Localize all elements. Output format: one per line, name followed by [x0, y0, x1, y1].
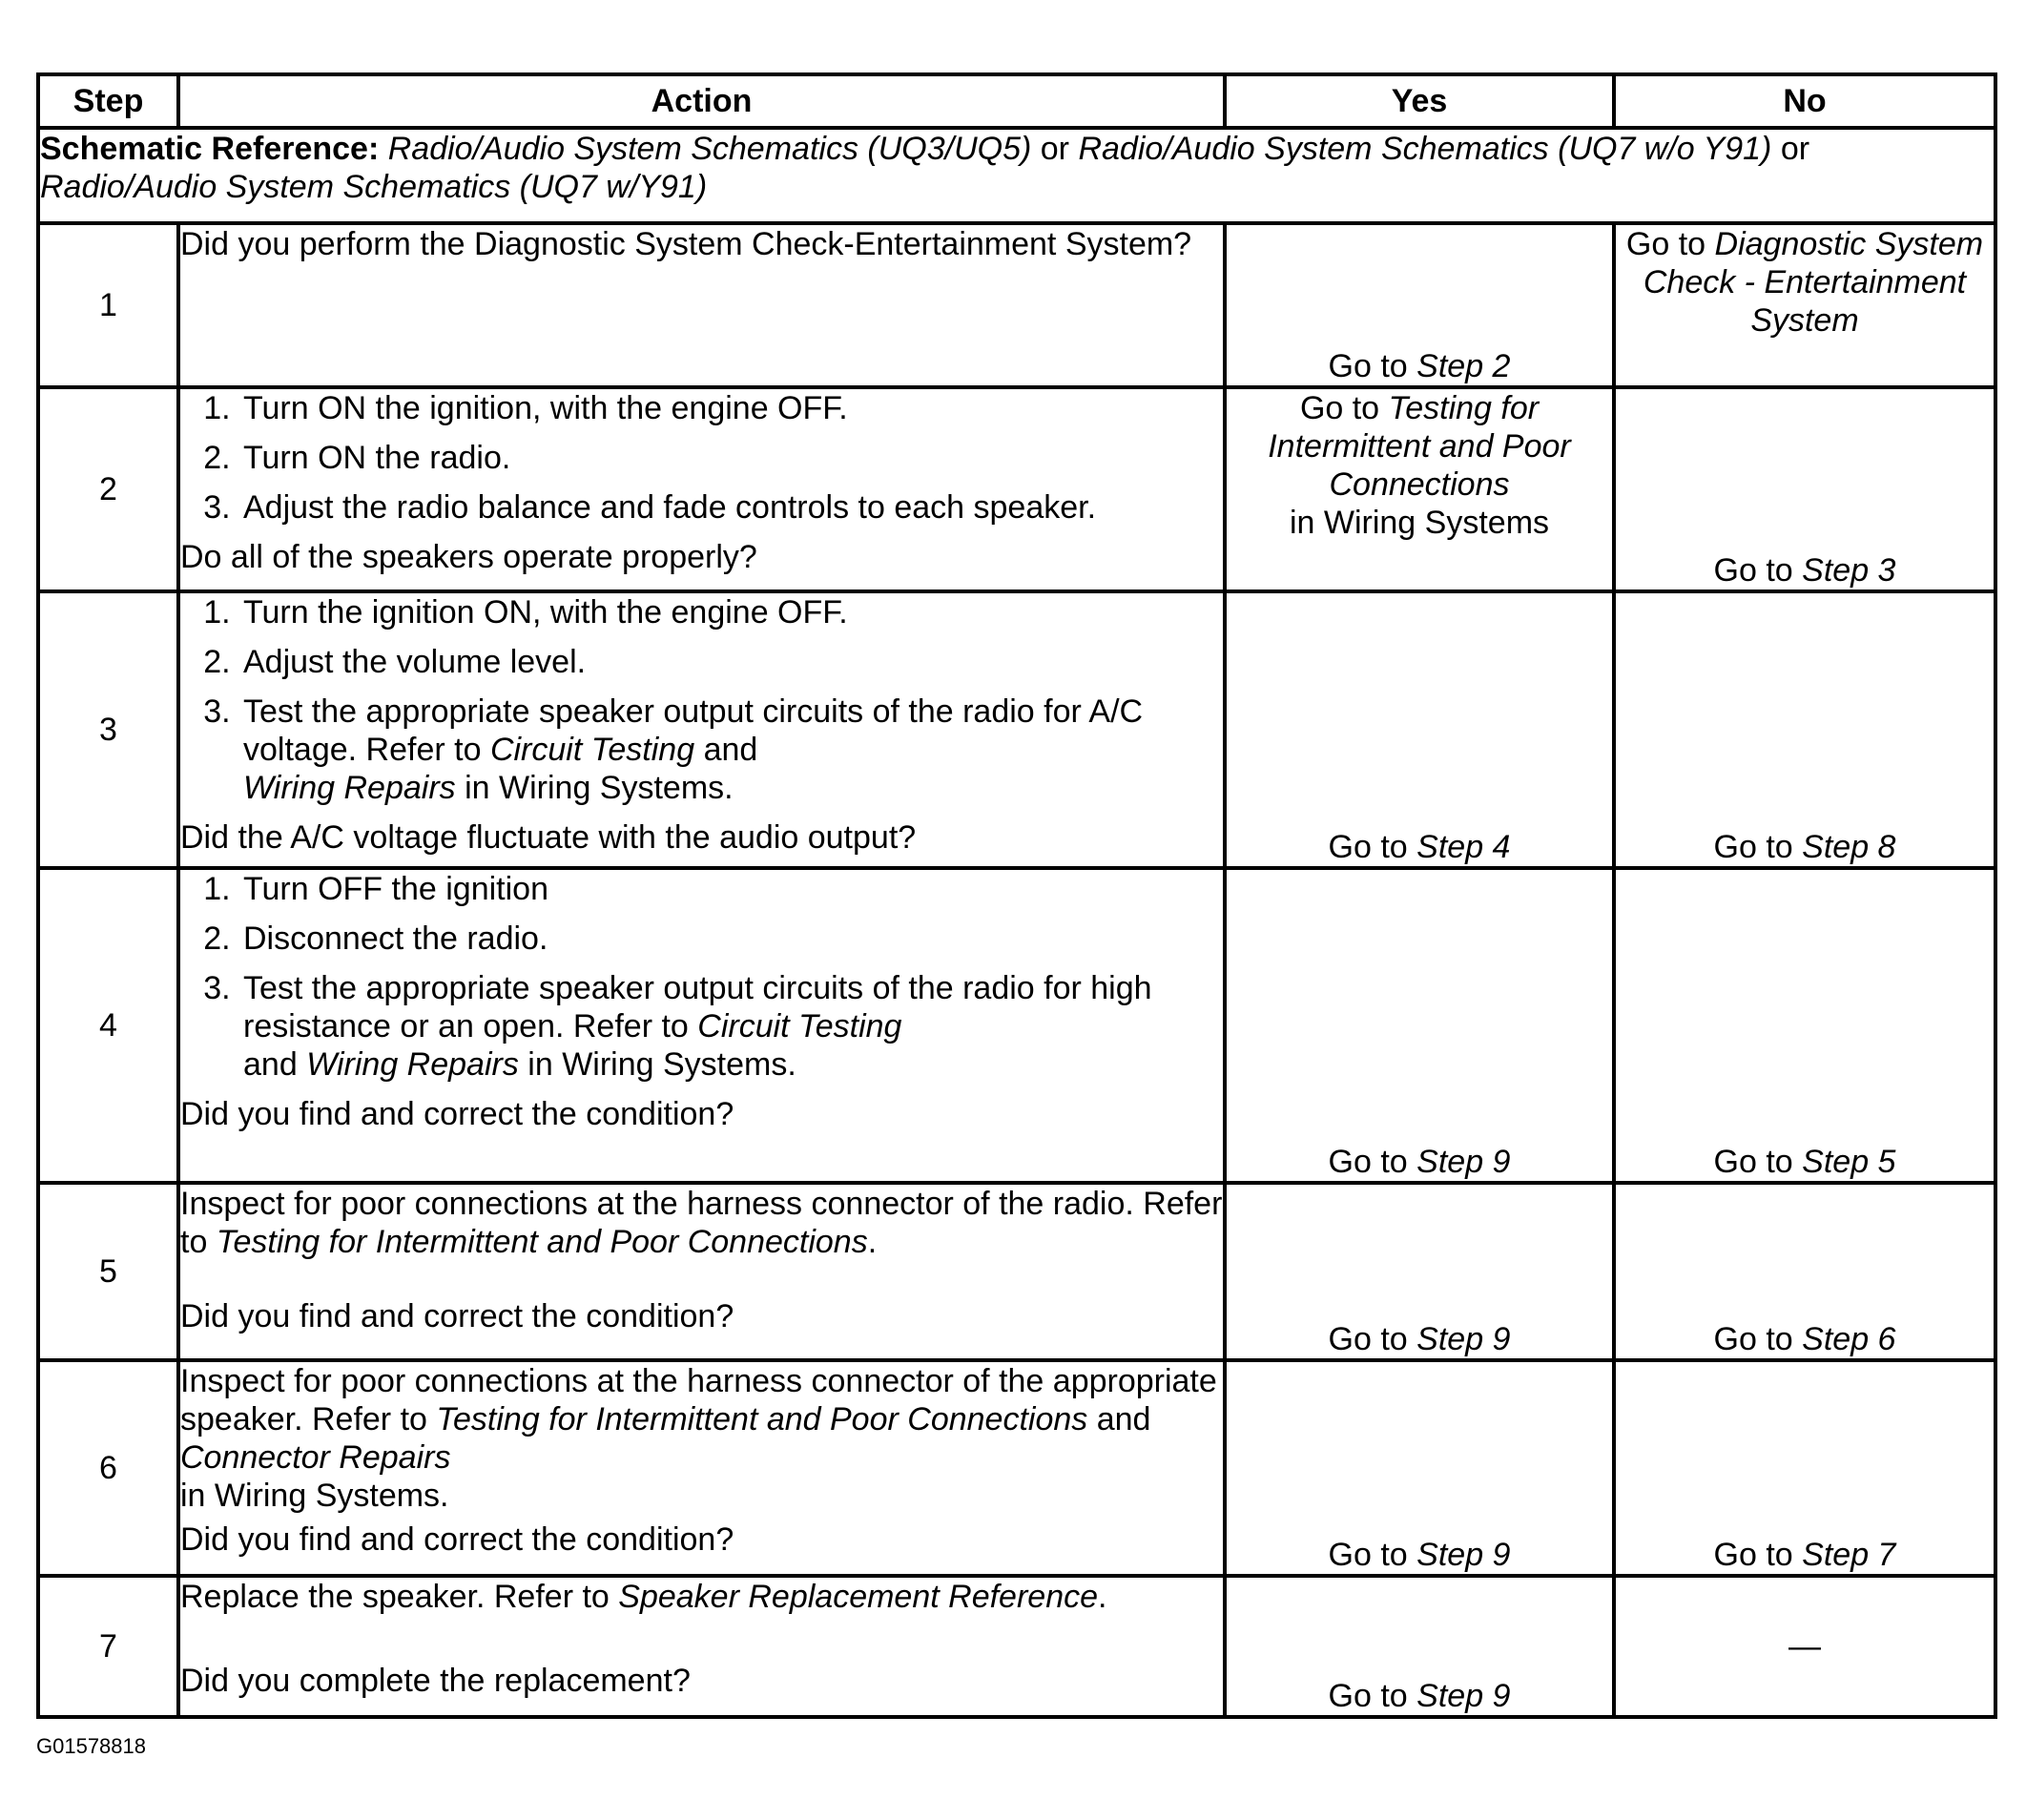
yes-link[interactable]: Step 9: [1416, 1537, 1511, 1573]
goto-text: Go to: [1713, 1537, 1793, 1573]
step-text: Replace the speaker. Refer to: [180, 1579, 610, 1615]
table-row: [38, 1183, 1995, 1360]
goto-text: Go to: [1328, 1321, 1408, 1357]
action-question: Did you find and correct the condition?: [180, 1521, 734, 1558]
action-steps: [180, 593, 1223, 807]
goto-text: Go to: [1713, 1321, 1793, 1357]
wiring-repairs-link[interactable]: Wiring Repairs: [243, 770, 456, 806]
step-text: Inspect for poor connections at the harness connector of the radio. Refer to: [180, 1186, 1223, 1260]
no-link[interactable]: Diagnostic System Check - Entertainment System: [1643, 226, 1984, 339]
no-link[interactable]: Step 8: [1802, 829, 1896, 865]
header-step: Step: [38, 74, 178, 128]
yes-cell: [1225, 387, 1614, 591]
yes-cell: [1225, 591, 1614, 868]
step-text: and: [703, 732, 758, 768]
action-question: Did the A/C voltage fluctuate with the audio output?: [180, 819, 917, 856]
header-action: Action: [178, 74, 1225, 128]
action-cell: [178, 223, 1225, 387]
no-dash: —: [1788, 1628, 1821, 1665]
no-link[interactable]: Step 5: [1802, 1144, 1896, 1180]
no-cell: [1614, 1183, 1995, 1360]
speaker-replacement-link[interactable]: Speaker Replacement Reference: [618, 1579, 1099, 1615]
table-row: [38, 223, 1995, 387]
figure-id: G01578818: [36, 1734, 146, 1758]
schematic-link-uq7-w-y91[interactable]: Radio/Audio System Schematics (UQ7 w/Y91): [40, 169, 708, 205]
table-row: [38, 591, 1995, 868]
testing-intermittent-link[interactable]: Testing for Intermittent and Poor Connections: [436, 1401, 1088, 1437]
no-link[interactable]: Step 7: [1802, 1537, 1896, 1573]
step-number: 3: [38, 591, 178, 868]
goto-text: Go to: [1713, 1144, 1793, 1180]
yes-link[interactable]: Step 9: [1416, 1144, 1511, 1180]
header-yes: Yes: [1225, 74, 1614, 128]
action-cell: [178, 1183, 1225, 1360]
step-text: and: [1096, 1401, 1151, 1437]
step-text: in Wiring Systems.: [180, 1478, 449, 1514]
schematic-reference: [38, 128, 1995, 223]
header-row: [38, 74, 1995, 128]
schematic-link-uq3-uq5[interactable]: Radio/Audio System Schematics (UQ3/UQ5): [387, 131, 1032, 167]
goto-text: Go to: [1328, 1678, 1408, 1714]
step-text: and: [243, 1046, 298, 1083]
circuit-testing-link[interactable]: Circuit Testing: [697, 1008, 902, 1044]
goto-text: Go to: [1713, 829, 1793, 865]
step-text: Test the appropriate speaker output circuits of the radio for A/C voltage. Refer to: [243, 693, 1144, 768]
no-link[interactable]: Step 6: [1802, 1321, 1896, 1357]
yes-cell: [1225, 223, 1614, 387]
action-question: Did you complete the replacement?: [180, 1663, 691, 1699]
goto-text: Go to: [1328, 1144, 1408, 1180]
diagnostic-table: [36, 72, 1997, 1719]
action-cell: [178, 387, 1225, 591]
schematic-reference-row: [38, 128, 1995, 223]
no-cell: [1614, 1576, 1995, 1717]
action-question: Did you find and correct the condition?: [180, 1096, 734, 1132]
yes-link[interactable]: Step 9: [1416, 1678, 1511, 1714]
action-steps: [180, 389, 1223, 527]
table-row: [38, 1576, 1995, 1717]
step-text: in Wiring Systems.: [527, 1046, 796, 1083]
action-cell: [178, 868, 1225, 1183]
yes-link[interactable]: Step 9: [1416, 1321, 1511, 1357]
yes-cell: [1225, 868, 1614, 1183]
goto-text: Go to: [1299, 390, 1380, 426]
yes-cell: [1225, 1576, 1614, 1717]
step-number: 5: [38, 1183, 178, 1360]
step-number: 6: [38, 1360, 178, 1576]
step-text: .: [1098, 1579, 1107, 1615]
action-step: [239, 693, 1223, 807]
step-text: Test the appropriate speaker output circuits of the radio for high resistance or an open. Refer to: [243, 970, 1152, 1044]
action-step: 3. Adjust the radio balance and fade controls to each speaker.: [239, 488, 1223, 527]
action-description: [180, 1362, 1223, 1515]
action-step: 1. Turn OFF the ignition: [239, 870, 1223, 908]
action-question: Did you find and correct the condition?: [180, 1298, 734, 1334]
header-no: No: [1614, 74, 1995, 128]
goto-text: Go to: [1328, 348, 1408, 384]
circuit-testing-link[interactable]: Circuit Testing: [489, 732, 695, 768]
wiring-repairs-link[interactable]: Wiring Repairs: [306, 1046, 519, 1083]
action-step: 1. Turn the ignition ON, with the engine OFF.: [239, 593, 1223, 631]
step-number: 1: [38, 223, 178, 387]
step-number: 7: [38, 1576, 178, 1717]
no-cell: [1614, 223, 1995, 387]
connector-repairs-link[interactable]: Connector Repairs: [180, 1439, 451, 1476]
yes-cell: [1225, 1183, 1614, 1360]
action-step: [239, 969, 1223, 1084]
schematic-link-uq7-wo-y91[interactable]: Radio/Audio System Schematics (UQ7 w/o Y91): [1078, 131, 1772, 167]
action-question: Do all of the speakers operate properly?: [180, 539, 757, 575]
no-cell: [1614, 868, 1995, 1183]
testing-intermittent-link[interactable]: Testing for Intermittent and Poor Connections: [216, 1224, 868, 1260]
step-number: 2: [38, 387, 178, 591]
yes-link[interactable]: Testing for Intermittent and Poor Connections: [1268, 390, 1571, 503]
goto-text: Go to: [1713, 552, 1793, 589]
action-step: 2. Adjust the volume level.: [239, 643, 1223, 681]
table-row: [38, 387, 1995, 591]
yes-cell: [1225, 1360, 1614, 1576]
action-question: Did you perform the Diagnostic System Check-Entertainment System?: [180, 226, 1192, 262]
action-cell: [178, 1576, 1225, 1717]
action-step: 2. Disconnect the radio.: [239, 920, 1223, 958]
or-text: or: [1780, 131, 1810, 167]
yes-suffix: in Wiring Systems: [1289, 505, 1550, 541]
goto-text: Go to: [1328, 829, 1408, 865]
table-row: [38, 1360, 1995, 1576]
no-cell: [1614, 387, 1995, 591]
action-cell: [178, 1360, 1225, 1576]
step-text: Inspect for poor connections at the harness connector of the appropriate speaker. Refer to: [180, 1363, 1217, 1437]
step-text: .: [867, 1224, 878, 1260]
or-text: or: [1040, 131, 1069, 167]
action-cell: [178, 591, 1225, 868]
step-text: in Wiring Systems.: [465, 770, 734, 806]
schematic-label: Schematic Reference:: [40, 131, 380, 167]
step-number: 4: [38, 868, 178, 1183]
table-row: [38, 868, 1995, 1183]
action-steps: [180, 870, 1223, 1084]
goto-text: Go to: [1625, 226, 1706, 262]
action-description: [180, 1578, 1223, 1662]
goto-text: Go to: [1328, 1537, 1408, 1573]
action-step: 1. Turn ON the ignition, with the engine OFF.: [239, 389, 1223, 427]
yes-link[interactable]: Step 2: [1416, 348, 1511, 384]
no-cell: [1614, 1360, 1995, 1576]
no-cell: [1614, 591, 1995, 868]
yes-link[interactable]: Step 4: [1416, 829, 1511, 865]
action-step: 2. Turn ON the radio.: [239, 439, 1223, 477]
action-description: [180, 1185, 1223, 1297]
no-link[interactable]: Step 3: [1802, 552, 1896, 589]
diagnostic-table-container: [36, 72, 1994, 1719]
